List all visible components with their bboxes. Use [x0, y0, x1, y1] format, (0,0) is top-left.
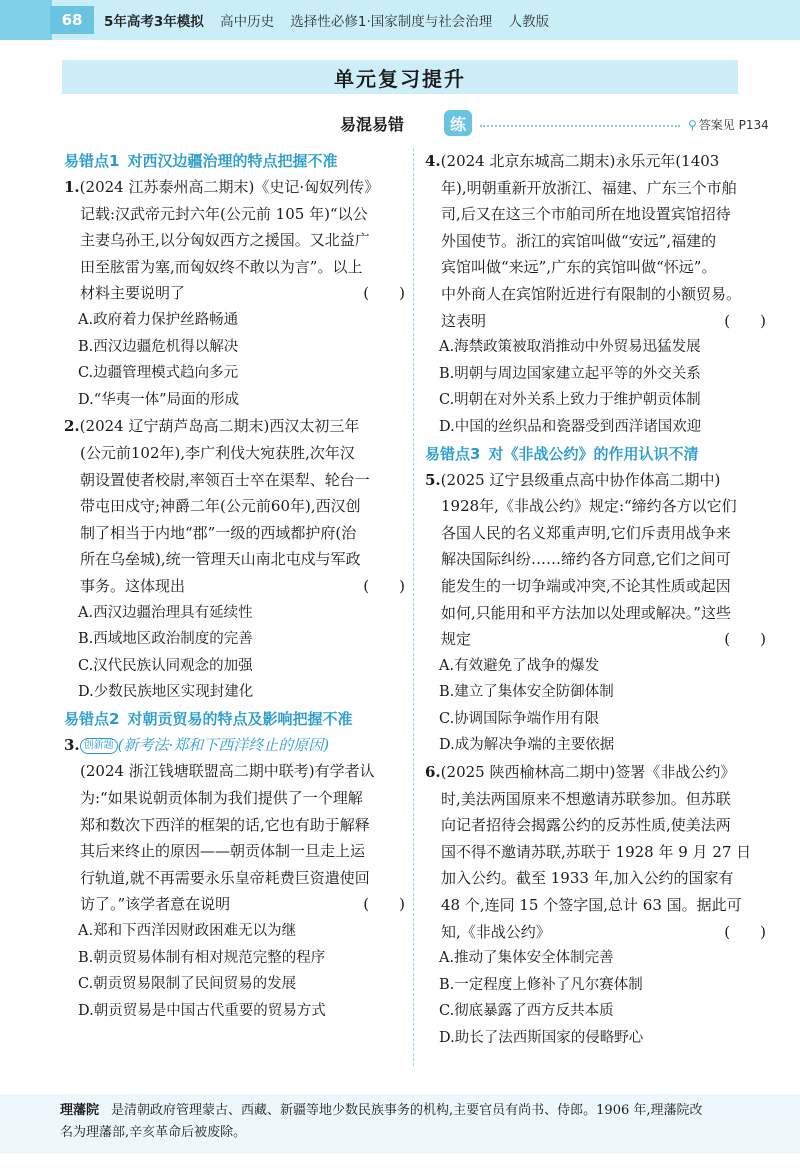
- question-line: 解决国际纠纷……缔约各方同意,它们之间可: [441, 550, 731, 569]
- option-d[interactable]: D.朝贡贸易是中国古代重要的贸易方式: [78, 1002, 326, 1019]
- question-text: (2024 辽宁葫芦岛高二期末)西汉太初三年: [79, 417, 360, 436]
- question-line: 如何,只能用和平方法加以处理或解决。”这些: [441, 603, 731, 622]
- question-line: 外国使节。浙江的宾馆叫做“安远”,福建的: [441, 231, 717, 250]
- option-b[interactable]: B.建立了集体安全防御体制: [439, 684, 614, 701]
- footer-glossary-note: [0, 1094, 800, 1154]
- question-line: [64, 413, 409, 440]
- option-a[interactable]: A.推动了集体安全体制完善: [439, 950, 614, 967]
- question-text: 访了。”该学者意在说明: [80, 895, 231, 914]
- question-number: 3.: [64, 735, 80, 754]
- option-a[interactable]: A.有效避免了战争的爆发: [439, 657, 600, 674]
- column-divider: [413, 148, 414, 1066]
- question-line: 宾馆叫做“来远”,广东的宾馆叫做“怀远”。: [441, 258, 717, 277]
- question-line: [425, 467, 770, 494]
- option-c[interactable]: C.汉代民族认同观念的加强: [78, 657, 253, 674]
- magnifier-icon: ⚲: [688, 118, 697, 132]
- practice-badge: 练: [444, 110, 472, 136]
- section-title: 对朝贡贸易的特点及影响把握不准: [127, 709, 353, 728]
- question-text: (2024 北京东城高二期末)永乐元年(1403: [440, 152, 720, 170]
- question-line: 各国人民的名义郑重声明,它们斥责用战争来: [441, 523, 731, 542]
- question-line: [64, 573, 409, 600]
- option-a[interactable]: A.政府着力保护丝路畅通: [78, 311, 239, 328]
- answer-blank[interactable]: ( ): [363, 895, 405, 914]
- page-number: 68: [50, 6, 94, 34]
- question-line: 加入公约。截至 1933 年,加入公约的国家有: [441, 869, 734, 888]
- option-a[interactable]: A.郑和下西洋因财政困难无以为继: [78, 923, 297, 940]
- question-line: 制了相当于内地“郡”一级的西域都护府(治: [80, 523, 357, 542]
- option-b[interactable]: B.西汉边疆危机得以解决: [78, 338, 239, 355]
- header-text: [104, 10, 549, 30]
- question-line: 带屯田戍守;神爵二年(公元前60年),西汉创: [80, 497, 361, 516]
- question-line: [425, 919, 770, 946]
- brand-name: 5年高考3年模拟: [104, 14, 204, 30]
- question-text: 规定: [441, 630, 472, 649]
- answer-blank[interactable]: ( ): [363, 576, 405, 595]
- question-text: 事务。这体现出: [80, 576, 186, 595]
- section-tag: 易错点2: [64, 709, 120, 728]
- section-title: 对《非战公约》的作用认识不清: [488, 444, 699, 463]
- question-1: [64, 174, 409, 413]
- book-name: 选择性必修1·国家制度与社会治理: [290, 14, 493, 30]
- question-line: 郑和数次下西洋的框架的话,它也有助于解释: [80, 815, 370, 834]
- right-column: [425, 148, 770, 1052]
- subject-name: 高中历史: [220, 14, 275, 30]
- new-method-note: (新考法·郑和下西洋终止的原因): [117, 735, 330, 754]
- section-tag: 易错点3: [425, 444, 481, 463]
- option-d[interactable]: D.成为解决争端的主要依据: [439, 737, 615, 754]
- answer-blank[interactable]: ( ): [724, 311, 766, 330]
- option-c[interactable]: C.明朝在对外关系上致力于维护朝贡体制: [439, 392, 701, 409]
- answer-blank[interactable]: ( ): [724, 922, 766, 941]
- option-c[interactable]: C.边疆管理模式趋向多元: [78, 365, 239, 382]
- question-line: 能发生的一切争端或冲突,不论其性质或起因: [441, 576, 731, 595]
- question-number: 6.: [425, 763, 441, 782]
- question-line: [425, 759, 770, 786]
- option-b[interactable]: B.西域地区政治制度的完善: [78, 631, 253, 648]
- unit-title: 单元复习提升: [62, 60, 738, 94]
- option-d[interactable]: D.“华夷一体”局面的形成: [78, 391, 240, 408]
- practice-heading: [340, 110, 780, 138]
- question-line: 时,美法两国原来不想邀请苏联参加。但苏联: [441, 789, 731, 808]
- practice-label: 易混易错: [340, 115, 405, 134]
- question-4: [425, 148, 770, 441]
- question-line: 行轨道,就不再需要永乐皇帝耗费巨资遣使回: [80, 868, 370, 887]
- question-text: (2025 辽宁县级重点高中协作体高二期中): [440, 470, 721, 489]
- question-line: 为:“如果说朝贡体制为我们提供了一个理解: [80, 789, 363, 808]
- option-b[interactable]: B.明朝与周边国家建立起平等的外交关系: [439, 365, 701, 382]
- question-number: 4.: [425, 152, 441, 170]
- question-line: 主妻乌孙王,以分匈奴西方之援国。又北益广: [80, 231, 370, 250]
- question-6: [425, 759, 770, 1052]
- section-heading: [425, 441, 770, 467]
- question-3: [64, 732, 409, 1025]
- answer-blank[interactable]: ( ): [363, 284, 405, 303]
- innovation-tag: 创新题: [80, 738, 118, 754]
- answer-reference: [688, 116, 769, 133]
- question-line: [425, 626, 770, 653]
- question-2: [64, 413, 409, 706]
- option-d[interactable]: D.助长了法西斯国家的侵略野心: [439, 1030, 644, 1046]
- question-line: 国不得不邀请苏联,苏联于 1928 年 9 月 27 日: [441, 842, 752, 861]
- option-c[interactable]: C.彻底暴露了西方反共本质: [439, 1003, 614, 1020]
- question-line: 48 个,连同 15 个签字国,总计 63 国。据此可: [441, 896, 742, 915]
- question-line: 所在乌垒城),统一管理天山南北屯戍与军政: [80, 550, 361, 569]
- section-tag: 易错点1: [64, 152, 120, 170]
- question-text: 这表明: [441, 311, 487, 330]
- option-c[interactable]: C.朝贡贸易限制了民间贸易的发展: [78, 976, 297, 993]
- question-line: 其后来终止的原因——朝贡体制一旦走上运: [80, 842, 366, 861]
- question-line: 向记者招待会揭露公约的反苏性质,使美法两: [441, 816, 731, 835]
- option-a[interactable]: A.西汉边疆治理具有延续性: [78, 604, 253, 621]
- answer-blank[interactable]: ( ): [724, 630, 766, 649]
- left-column: [64, 148, 409, 1024]
- question-text: (2024 江苏泰州高二期末)《史记·匈奴列传》: [79, 178, 380, 196]
- edition-name: 人教版: [508, 14, 550, 30]
- option-d[interactable]: D.少数民族地区实现封建化: [78, 684, 254, 701]
- question-line: 1928年,《非战公约》规定:“缔约各方以它们: [441, 497, 737, 516]
- question-line: [425, 308, 770, 335]
- section-heading: [64, 706, 409, 732]
- footer-text: [60, 1100, 760, 1144]
- glossary-term: 理藩院: [60, 1103, 100, 1118]
- dotted-leader: [480, 125, 680, 127]
- question-number: 1.: [64, 178, 80, 196]
- question-5: [425, 467, 770, 760]
- section-title: 对西汉边疆治理的特点把握不准: [127, 152, 338, 170]
- question-line: [64, 280, 409, 307]
- question-line: 记载:汉武帝元封六年(公元前 105 年)“以公: [80, 204, 368, 223]
- glossary-line-1: 是清朝政府管理蒙古、西藏、新疆等地少数民族事务的机构,主要官员有尚书、侍郎。1906 年,理藩院改: [111, 1103, 703, 1118]
- question-line: [64, 732, 409, 759]
- question-text: (2025 陕西榆林高二期中)签署《非战公约》: [440, 763, 736, 782]
- question-line: 中外商人在宾馆附近进行有限制的小额贸易。: [441, 284, 742, 303]
- question-line: [425, 148, 770, 175]
- answer-reference-text: 答案见 P134: [698, 118, 769, 132]
- glossary-line-2: 名为理藩部,辛亥革命后被废除。: [60, 1125, 247, 1140]
- question-line: (2024 浙江钱塘联盟高二期中联考)有学者认: [80, 762, 375, 781]
- option-d[interactable]: D.中国的丝织品和瓷器受到西洋诸国欢迎: [439, 418, 702, 435]
- option-b[interactable]: B.一定程度上修补了凡尔赛体制: [439, 976, 643, 993]
- question-line: 司,后又在这三个市舶司所在地设置宾馆招待: [441, 205, 731, 224]
- option-c[interactable]: C.协调国际争端作用有限: [439, 710, 600, 727]
- question-line: [64, 174, 409, 201]
- question-line: [64, 891, 409, 918]
- question-line: 朝设置使者校尉,率领百士卒在渠犁、轮台一: [80, 470, 370, 489]
- section-heading: [64, 148, 409, 174]
- option-b[interactable]: B.朝贡贸易体制有相对规范完整的程序: [78, 949, 326, 966]
- question-line: 田至胘雷为塞,而匈奴终不敢以为言”。以上: [80, 257, 363, 276]
- question-line: 年),明朝重新开放浙江、福建、广东三个市舶: [441, 178, 737, 197]
- question-number: 5.: [425, 470, 441, 489]
- option-a[interactable]: A.海禁政策被取消推动中外贸易迅猛发展: [439, 339, 701, 356]
- question-number: 2.: [64, 417, 80, 436]
- question-text: 知,《非战公约》: [441, 922, 551, 941]
- question-text: 材料主要说明了: [80, 284, 186, 303]
- question-line: (公元前102年),李广利伐大宛获胜,次年汉: [80, 443, 355, 462]
